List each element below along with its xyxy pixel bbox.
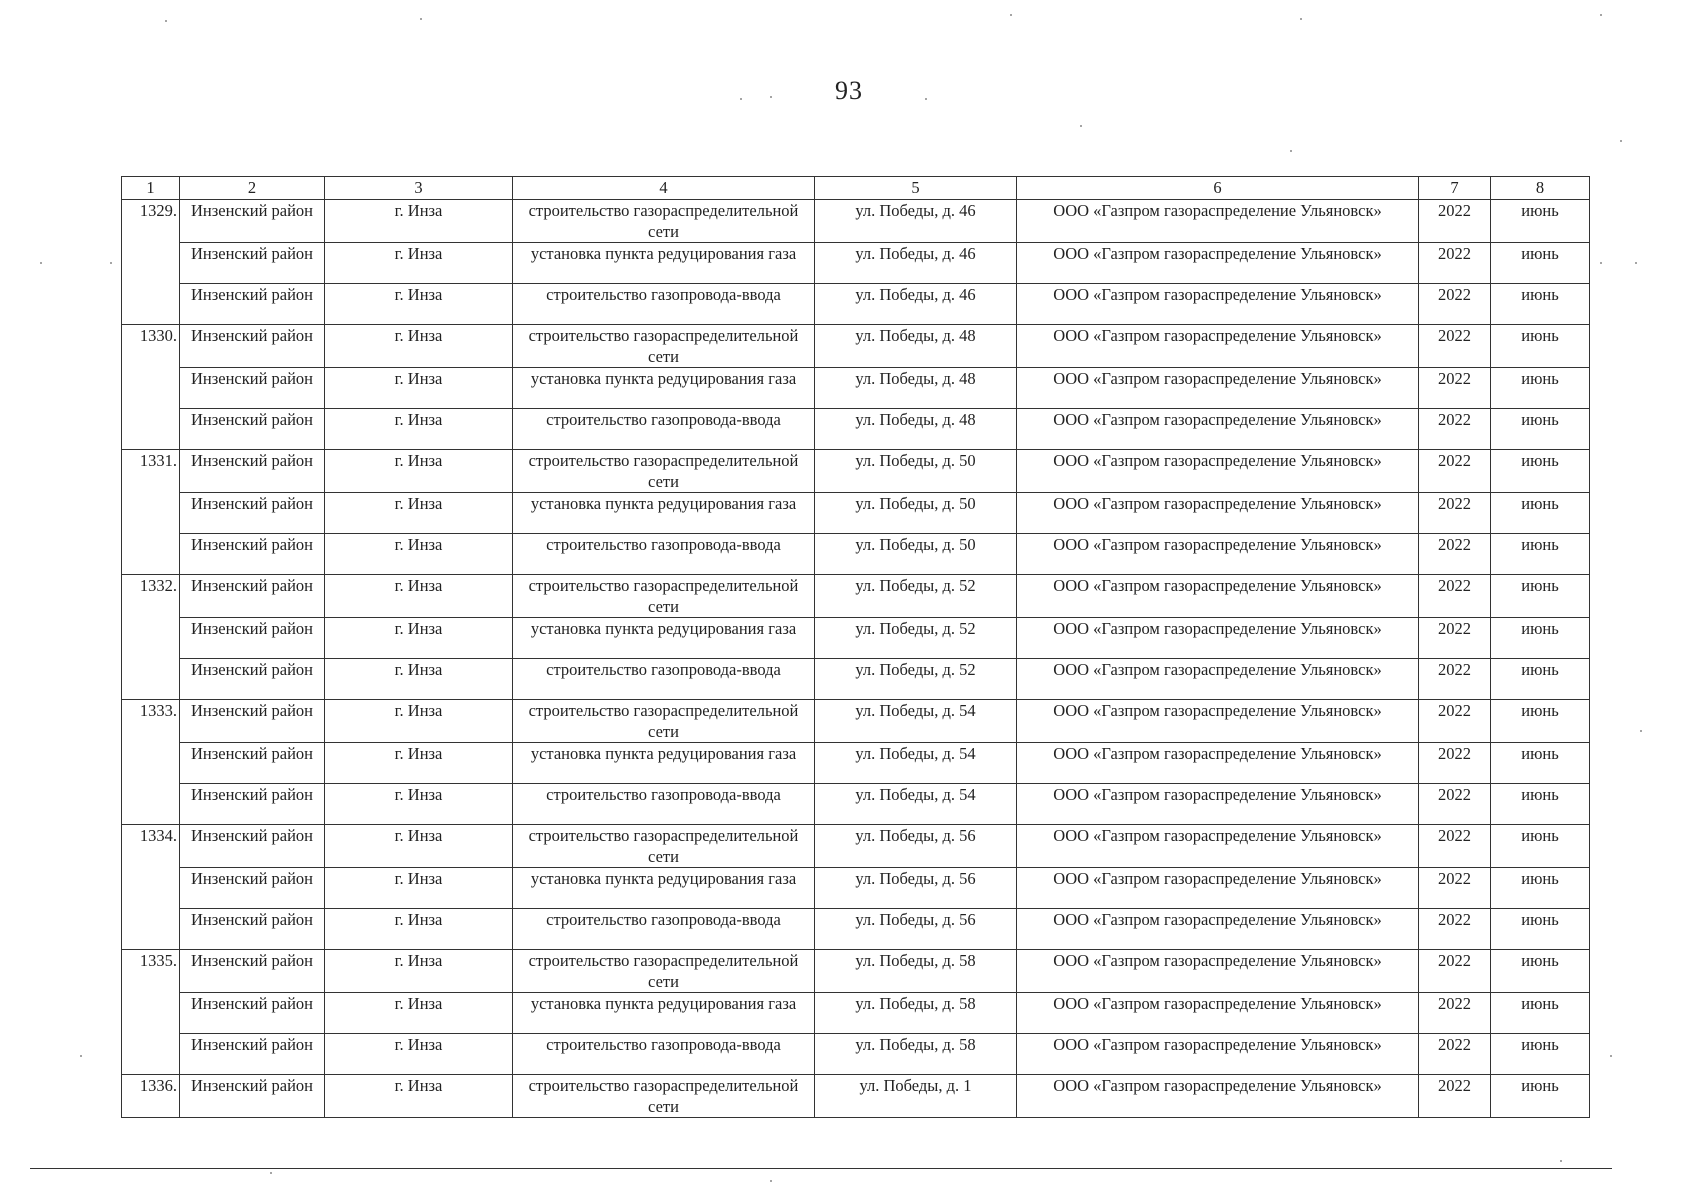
month-cell: июнь [1491, 868, 1590, 909]
district-cell: Инзенский район [180, 784, 325, 825]
district-cell: Инзенский район [180, 325, 325, 368]
month-cell: июнь [1491, 409, 1590, 450]
month-cell: июнь [1491, 784, 1590, 825]
locality-cell: г. Инза [325, 659, 513, 700]
month-cell: июнь [1491, 700, 1590, 743]
organization-cell: ООО «Газпром газораспределение Ульяновск» [1017, 825, 1419, 868]
organization-cell: ООО «Газпром газораспределение Ульяновск» [1017, 325, 1419, 368]
address-cell: ул. Победы, д. 52 [815, 575, 1017, 618]
work-type-cell: строительство газораспределительной сети [513, 950, 815, 993]
organization-cell: ООО «Газпром газораспределение Ульяновск» [1017, 868, 1419, 909]
district-cell: Инзенский район [180, 368, 325, 409]
locality-cell: г. Инза [325, 700, 513, 743]
item-number: 1335. [122, 950, 180, 1075]
item-number: 1331. [122, 450, 180, 575]
organization-cell: ООО «Газпром газораспределение Ульяновск» [1017, 993, 1419, 1034]
organization-cell: ООО «Газпром газораспределение Ульяновск» [1017, 618, 1419, 659]
speck [1620, 140, 1622, 142]
month-cell: июнь [1491, 825, 1590, 868]
year-cell: 2022 [1419, 909, 1491, 950]
organization-cell: ООО «Газпром газораспределение Ульяновск» [1017, 1075, 1419, 1118]
speck [770, 96, 772, 98]
district-cell: Инзенский район [180, 575, 325, 618]
month-cell: июнь [1491, 243, 1590, 284]
locality-cell: г. Инза [325, 950, 513, 993]
locality-cell: г. Инза [325, 200, 513, 243]
speck [1010, 14, 1012, 16]
month-cell: июнь [1491, 909, 1590, 950]
table-row [122, 784, 1590, 825]
district-cell: Инзенский район [180, 409, 325, 450]
locality-cell: г. Инза [325, 284, 513, 325]
organization-cell: ООО «Газпром газораспределение Ульяновск» [1017, 368, 1419, 409]
district-cell: Инзенский район [180, 1034, 325, 1075]
district-cell: Инзенский район [180, 284, 325, 325]
year-cell: 2022 [1419, 575, 1491, 618]
speck [1290, 150, 1292, 152]
address-cell: ул. Победы, д. 56 [815, 868, 1017, 909]
organization-cell: ООО «Газпром газораспределение Ульяновск» [1017, 950, 1419, 993]
locality-cell: г. Инза [325, 325, 513, 368]
speck [165, 20, 167, 22]
work-type-cell: строительство газопровода-ввода [513, 534, 815, 575]
address-cell: ул. Победы, д. 1 [815, 1075, 1017, 1118]
year-cell: 2022 [1419, 409, 1491, 450]
table-row [122, 950, 1590, 993]
speck [270, 1172, 272, 1174]
locality-cell: г. Инза [325, 784, 513, 825]
item-number: 1334. [122, 825, 180, 950]
page-number: 93 [835, 76, 863, 105]
district-cell: Инзенский район [180, 909, 325, 950]
district-cell: Инзенский район [180, 493, 325, 534]
table-row [122, 993, 1590, 1034]
speck [420, 18, 422, 20]
table-row [122, 200, 1590, 243]
work-type-cell: строительство газораспределительной сети [513, 1075, 815, 1118]
year-cell: 2022 [1419, 284, 1491, 325]
month-cell: июнь [1491, 368, 1590, 409]
organization-cell: ООО «Газпром газораспределение Ульяновск» [1017, 784, 1419, 825]
table-row [122, 450, 1590, 493]
address-cell: ул. Победы, д. 46 [815, 200, 1017, 243]
year-cell: 2022 [1419, 993, 1491, 1034]
year-cell: 2022 [1419, 868, 1491, 909]
work-type-cell: строительство газораспределительной сети [513, 325, 815, 368]
locality-cell: г. Инза [325, 825, 513, 868]
address-cell: ул. Победы, д. 48 [815, 368, 1017, 409]
locality-cell: г. Инза [325, 493, 513, 534]
month-cell: июнь [1491, 325, 1590, 368]
address-cell: ул. Победы, д. 54 [815, 700, 1017, 743]
organization-cell: ООО «Газпром газораспределение Ульяновск» [1017, 534, 1419, 575]
year-cell: 2022 [1419, 825, 1491, 868]
column-header: 4 [513, 177, 815, 200]
table-row [122, 368, 1590, 409]
locality-cell: г. Инза [325, 243, 513, 284]
organization-cell: ООО «Газпром газораспределение Ульяновск» [1017, 659, 1419, 700]
year-cell: 2022 [1419, 618, 1491, 659]
speck [1610, 1055, 1612, 1057]
district-cell: Инзенский район [180, 534, 325, 575]
speck [1560, 1160, 1562, 1162]
table-row [122, 659, 1590, 700]
year-cell: 2022 [1419, 1034, 1491, 1075]
locality-cell: г. Инза [325, 575, 513, 618]
table-row [122, 243, 1590, 284]
district-cell: Инзенский район [180, 825, 325, 868]
month-cell: июнь [1491, 743, 1590, 784]
address-cell: ул. Победы, д. 52 [815, 618, 1017, 659]
organization-cell: ООО «Газпром газораспределение Ульяновск» [1017, 909, 1419, 950]
address-cell: ул. Победы, д. 58 [815, 1034, 1017, 1075]
organization-cell: ООО «Газпром газораспределение Ульяновск» [1017, 743, 1419, 784]
item-number: 1330. [122, 325, 180, 450]
work-type-cell: строительство газопровода-ввода [513, 409, 815, 450]
speck [110, 262, 112, 264]
organization-cell: ООО «Газпром газораспределение Ульяновск» [1017, 200, 1419, 243]
year-cell: 2022 [1419, 950, 1491, 993]
work-type-cell: установка пункта редуцирования газа [513, 993, 815, 1034]
speck [770, 1180, 772, 1182]
work-type-cell: строительство газораспределительной сети [513, 450, 815, 493]
speck [40, 262, 42, 264]
work-type-cell: установка пункта редуцирования газа [513, 493, 815, 534]
speck [1600, 14, 1602, 16]
table-row [122, 743, 1590, 784]
month-cell: июнь [1491, 493, 1590, 534]
year-cell: 2022 [1419, 700, 1491, 743]
year-cell: 2022 [1419, 325, 1491, 368]
work-type-cell: строительство газопровода-ввода [513, 1034, 815, 1075]
year-cell: 2022 [1419, 1075, 1491, 1118]
year-cell: 2022 [1419, 659, 1491, 700]
organization-cell: ООО «Газпром газораспределение Ульяновск» [1017, 575, 1419, 618]
item-number: 1332. [122, 575, 180, 700]
work-type-cell: строительство газораспределительной сети [513, 200, 815, 243]
table-row [122, 1075, 1590, 1118]
table-row [122, 493, 1590, 534]
organization-cell: ООО «Газпром газораспределение Ульяновск» [1017, 284, 1419, 325]
data-table [121, 176, 1590, 1118]
header-row [122, 177, 1590, 200]
column-header: 1 [122, 177, 180, 200]
month-cell: июнь [1491, 534, 1590, 575]
locality-cell: г. Инза [325, 868, 513, 909]
work-type-cell: строительство газораспределительной сети [513, 575, 815, 618]
district-cell: Инзенский район [180, 743, 325, 784]
locality-cell: г. Инза [325, 450, 513, 493]
column-header: 7 [1419, 177, 1491, 200]
year-cell: 2022 [1419, 493, 1491, 534]
locality-cell: г. Инза [325, 1075, 513, 1118]
locality-cell: г. Инза [325, 618, 513, 659]
column-header: 6 [1017, 177, 1419, 200]
speck [1080, 125, 1082, 127]
address-cell: ул. Победы, д. 50 [815, 493, 1017, 534]
district-cell: Инзенский район [180, 1075, 325, 1118]
locality-cell: г. Инза [325, 743, 513, 784]
district-cell: Инзенский район [180, 200, 325, 243]
table-row [122, 618, 1590, 659]
organization-cell: ООО «Газпром газораспределение Ульяновск» [1017, 450, 1419, 493]
year-cell: 2022 [1419, 784, 1491, 825]
month-cell: июнь [1491, 200, 1590, 243]
locality-cell: г. Инза [325, 993, 513, 1034]
speck [1635, 262, 1637, 264]
organization-cell: ООО «Газпром газораспределение Ульяновск» [1017, 493, 1419, 534]
column-header: 8 [1491, 177, 1590, 200]
district-cell: Инзенский район [180, 700, 325, 743]
district-cell: Инзенский район [180, 868, 325, 909]
district-cell: Инзенский район [180, 243, 325, 284]
year-cell: 2022 [1419, 450, 1491, 493]
table-row [122, 700, 1590, 743]
address-cell: ул. Победы, д. 56 [815, 825, 1017, 868]
address-cell: ул. Победы, д. 50 [815, 450, 1017, 493]
speck [740, 98, 742, 100]
work-type-cell: строительство газопровода-ввода [513, 659, 815, 700]
work-type-cell: установка пункта редуцирования газа [513, 618, 815, 659]
table-row [122, 868, 1590, 909]
table-row [122, 1034, 1590, 1075]
address-cell: ул. Победы, д. 52 [815, 659, 1017, 700]
month-cell: июнь [1491, 1034, 1590, 1075]
work-type-cell: строительство газопровода-ввода [513, 909, 815, 950]
year-cell: 2022 [1419, 200, 1491, 243]
district-cell: Инзенский район [180, 950, 325, 993]
organization-cell: ООО «Газпром газораспределение Ульяновск» [1017, 409, 1419, 450]
year-cell: 2022 [1419, 534, 1491, 575]
bottom-rule [30, 1168, 1612, 1169]
work-type-cell: строительство газораспределительной сети [513, 700, 815, 743]
table-row [122, 325, 1590, 368]
speck [1640, 730, 1642, 732]
work-type-cell: установка пункта редуцирования газа [513, 368, 815, 409]
year-cell: 2022 [1419, 743, 1491, 784]
year-cell: 2022 [1419, 368, 1491, 409]
address-cell: ул. Победы, д. 46 [815, 243, 1017, 284]
address-cell: ул. Победы, д. 58 [815, 950, 1017, 993]
month-cell: июнь [1491, 284, 1590, 325]
column-header: 2 [180, 177, 325, 200]
month-cell: июнь [1491, 450, 1590, 493]
table-row [122, 534, 1590, 575]
month-cell: июнь [1491, 950, 1590, 993]
month-cell: июнь [1491, 659, 1590, 700]
locality-cell: г. Инза [325, 909, 513, 950]
work-type-cell: строительство газопровода-ввода [513, 284, 815, 325]
table-row [122, 409, 1590, 450]
address-cell: ул. Победы, д. 50 [815, 534, 1017, 575]
table-row [122, 284, 1590, 325]
work-type-cell: строительство газораспределительной сети [513, 825, 815, 868]
month-cell: июнь [1491, 618, 1590, 659]
organization-cell: ООО «Газпром газораспределение Ульяновск» [1017, 243, 1419, 284]
district-cell: Инзенский район [180, 993, 325, 1034]
address-cell: ул. Победы, д. 46 [815, 284, 1017, 325]
locality-cell: г. Инза [325, 409, 513, 450]
district-cell: Инзенский район [180, 450, 325, 493]
year-cell: 2022 [1419, 243, 1491, 284]
organization-cell: ООО «Газпром газораспределение Ульяновск» [1017, 1034, 1419, 1075]
address-cell: ул. Победы, д. 48 [815, 409, 1017, 450]
work-type-cell: строительство газопровода-ввода [513, 784, 815, 825]
address-cell: ул. Победы, д. 54 [815, 784, 1017, 825]
work-type-cell: установка пункта редуцирования газа [513, 743, 815, 784]
district-cell: Инзенский район [180, 618, 325, 659]
speck [1600, 262, 1602, 264]
work-type-cell: установка пункта редуцирования газа [513, 868, 815, 909]
item-number: 1336. [122, 1075, 180, 1118]
address-cell: ул. Победы, д. 58 [815, 993, 1017, 1034]
item-number: 1329. [122, 200, 180, 325]
address-cell: ул. Победы, д. 48 [815, 325, 1017, 368]
speck [1300, 18, 1302, 20]
table-row [122, 825, 1590, 868]
organization-cell: ООО «Газпром газораспределение Ульяновск» [1017, 700, 1419, 743]
month-cell: июнь [1491, 993, 1590, 1034]
speck [80, 1055, 82, 1057]
locality-cell: г. Инза [325, 534, 513, 575]
item-number: 1333. [122, 700, 180, 825]
column-header: 5 [815, 177, 1017, 200]
address-cell: ул. Победы, д. 56 [815, 909, 1017, 950]
work-type-cell: установка пункта редуцирования газа [513, 243, 815, 284]
column-header: 3 [325, 177, 513, 200]
table-row [122, 575, 1590, 618]
district-cell: Инзенский район [180, 659, 325, 700]
address-cell: ул. Победы, д. 54 [815, 743, 1017, 784]
table-row [122, 909, 1590, 950]
locality-cell: г. Инза [325, 1034, 513, 1075]
table-body [122, 200, 1590, 1118]
speck [925, 98, 927, 100]
month-cell: июнь [1491, 575, 1590, 618]
locality-cell: г. Инза [325, 368, 513, 409]
month-cell: июнь [1491, 1075, 1590, 1118]
